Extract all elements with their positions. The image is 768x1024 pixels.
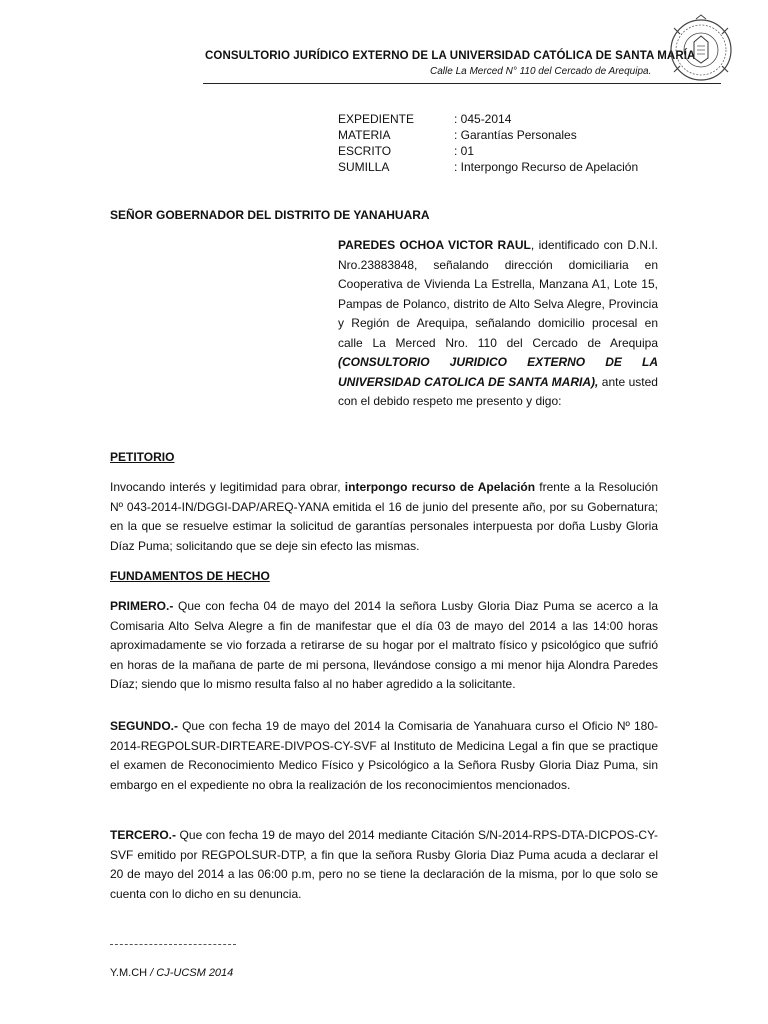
petitorio-heading: PETITORIO <box>110 450 175 464</box>
footer-reference: Y.M.CH / CJ-UCSM 2014 <box>110 967 234 979</box>
tercero-paragraph: TERCERO.- Que con fecha 19 de mayo del 2014 mediante Citación S/N-2014-RPS-DTA-DICPOS-CY-SVF emitido por REGPOLSUR-DTP, a fin que la señora Rusby Gloria Diaz Puma acuda a declarar el 20 de mayo del 2014 a las 06:00 p.m, pero no se tiene la declaración de la misma, por lo que solo se cuenta con lo dicho en su denuncia. <box>110 828 658 901</box>
primero-paragraph: PRIMERO.- Que con fecha 04 de mayo del 2014 la señora Lusby Gloria Diaz Puma se acerco a la Comisaria Alto Selva Alegre a fin de manifestar que el día 03 de mayo del 2014 a las 14:00 horas aproximadamente se vio forzada a retirarse de su hogar por el maltrato físico y psicológico que sufrió en horas de la mañana de parte de mi persona, llevándose consigo a mi menor hija Alondra Paredes Díaz; siendo que lo mismo resulta falso al no haber agredido a la solicitante. <box>110 599 658 691</box>
letterhead-rule <box>203 83 721 84</box>
petitioner-name: PAREDES OCHOA VICTOR RAUL <box>338 238 531 252</box>
meta-row-escrito: ESCRITO : 01 <box>338 144 475 158</box>
meta-row-materia: MATERIA : Garantías Personales <box>338 128 577 142</box>
meta-row-expediente: EXPEDIENTE : 045-2014 <box>338 112 512 126</box>
letterhead-title: CONSULTORIO JURÍDICO EXTERNO DE LA UNIVERSIDAD CATÓLICA DE SANTA MARÍA <box>205 50 696 62</box>
letterhead-address: Calle La Merced N° 110 del Cercado de Arequipa. <box>430 66 652 77</box>
segundo-paragraph: SEGUNDO.- Que con fecha 19 de mayo del 2014 la Comisaria de Yanahuara curso el Oficio Nº 180-2014-REGPOLSUR-DIRTEARE-DIVPOS-CY-SVF al Instituto de Medicina Legal a fin que se practique el examen de Reconocimiento Medico Físico y Psicológico a la Señora Rusby Gloria Diaz Puma, sin embargo en el expediente no obra la realización de los reconocimientos mencionados. <box>110 719 658 792</box>
university-seal-icon <box>666 14 736 84</box>
petitorio-paragraph: Invocando interés y legitimidad para obrar, interpongo recurso de Apelación frente a la Resolución Nº 043-2014-IN/DGGI-DAP/AREQ-YANA emitida el 16 de junio del presente año, por su Gobernatura; en la que se resuelve estimar la solicitud de garantías personales interpuesta por doña Lusby Gloria Díaz Puma; solicitando que se deje sin efecto las mismas. <box>110 480 658 553</box>
meta-row-sumilla: SUMILLA : Interpongo Recurso de Apelación <box>338 160 639 174</box>
addressee: SEÑOR GOBERNADOR DEL DISTRITO DE YANAHUARA <box>110 208 430 222</box>
case-metadata <box>338 111 638 175</box>
fundamentos-heading: FUNDAMENTOS DE HECHO <box>110 569 270 583</box>
law-office-name: (CONSULTORIO JURIDICO EXTERNO DE LA UNIVERSIDAD CATOLICA DE SANTA MARIA), <box>338 355 658 389</box>
intro-paragraph: PAREDES OCHOA VICTOR RAUL, identificado con D.N.I. Nro.23883848, señalando dirección domiciliaria en Cooperativa de Vivienda La Estrella, Manzana A1, Lote 15, Pampas de Polanco, distrito de Alto Selva Alegre, Provincia y Región de Arequipa, señalando domicilio procesal en calle La Merced Nro. 110 del Cercado de Arequipa (CONSULTORIO JURIDICO EXTERNO DE LA UNIVERSIDAD CATOLICA DE SANTA MARIA), ante usted con el debido respeto me presento y digo: <box>338 238 659 408</box>
footer-rule <box>110 944 236 945</box>
